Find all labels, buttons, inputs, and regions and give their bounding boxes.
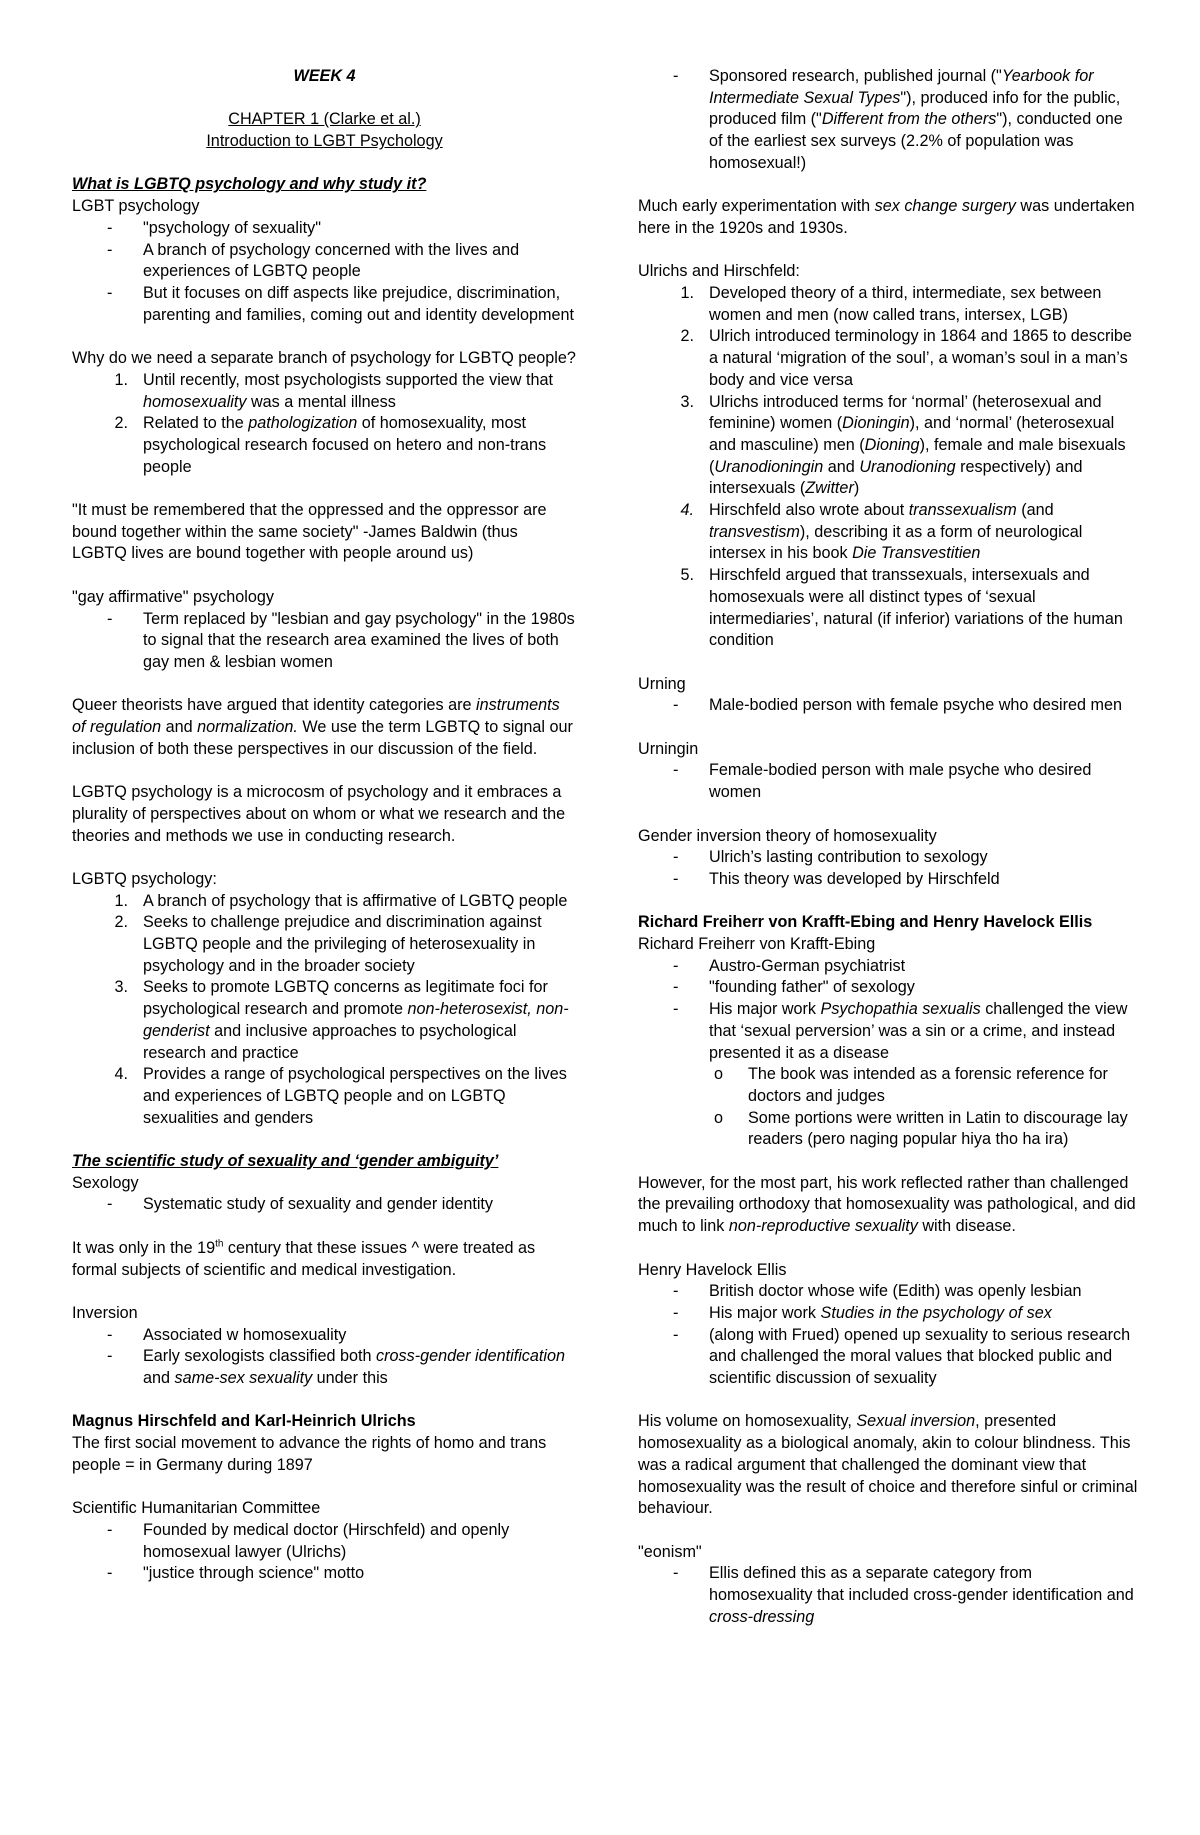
urning-list (638, 695, 1138, 717)
queer-theorists-paragraph: Queer theorists have argued that identity categories are instruments of regulation and normalization. We use the term LGBTQ to signal our inclusion of both these perspectives in our discussion of the field. (72, 696, 573, 758)
list-item: - Sponsored research, published journal ("Yearbook for Intermediate Sexual Types"), produced info for the public, produced film ("Different from the others"), conducted one of the earliest sex surveys (2.2% of population was homosexual!) (638, 66, 1138, 175)
urningin-list (638, 760, 1138, 803)
shc-list (72, 1520, 577, 1585)
magnus-heading: Magnus Hirschfeld and Karl-Heinrich Ulrichs (72, 1412, 416, 1431)
list-item: 4. Provides a range of psychological perspectives on the lives and experiences of LGBTQ people and on LGBTQ sexualities and genders (114, 1065, 567, 1127)
list-item: 2. Ulrich introduced terminology in 1864 and 1865 to describe a natural ‘migration of the soul’, a woman’s soul in a man’s body and vice versa (680, 327, 1132, 389)
first-movement-paragraph: The first social movement to advance the rights of homo and trans people = in Germany during 1897 (72, 1434, 547, 1474)
lgbt-psychology-list (72, 218, 577, 327)
shc-label: Scientific Humanitarian Committee (72, 1499, 321, 1518)
sexology-list (72, 1194, 577, 1216)
urningin-label: Urningin (638, 739, 699, 758)
urning-label: Urning (638, 674, 686, 693)
list-item: 5. Hirschfeld argued that transsexuals, intersexuals and homosexuals were all distinct types of ‘sexual intermediaries’, natural (if inferior) variations of the human condition (680, 566, 1123, 650)
baldwin-quote: "It must be remembered that the oppressed and the oppressor are bound together within the same society" -James Baldwin (thus LGBTQ lives are bound together with people around us) (72, 501, 547, 563)
list-item: - "psychology of sexuality" (72, 218, 577, 240)
chapter-title: CHAPTER 1 (Clarke et al.) (228, 110, 421, 129)
inversion-label: Inversion (72, 1303, 138, 1322)
ellis-label: Henry Havelock Ellis (638, 1260, 787, 1279)
why-question: Why do we need a separate branch of psychology for LGBTQ people? (72, 349, 576, 368)
list-item: 2. Related to the pathologization of homosexuality, most psychological research focused on hetero and non-trans people (114, 414, 547, 476)
week-title: WEEK 4 (293, 67, 356, 85)
list-item: - Male-bodied person with female psyche who desired men (638, 695, 1138, 717)
list-item: 3. Ulrichs introduced terms for ‘normal’ (heterosexual and feminine) women (Dioningin), and ‘normal’ (heterosexual and masculine) men (Dioning), female and male bisexuals (Uranodioningin and Uranodioning respectively) and intersexuals (Zwitter) (680, 392, 1126, 498)
early-experimentation-paragraph: Much early experimentation with sex change surgery was undertaken here in the 1920s and 1930s. (638, 197, 1135, 237)
gender-inversion-list (638, 847, 1138, 890)
century-paragraph: It was only in the 19th century that these issues ^ were treated as formal subjects of scientific and medical investigation. (72, 1238, 536, 1279)
list-item: - "justice through science" motto (72, 1563, 577, 1585)
section-heading-scientific: The scientific study of sexuality and ‘gender ambiguity’ (72, 1152, 499, 1171)
krafft-ebing-label: Richard Freiherr von Krafft-Ebing (638, 935, 876, 954)
list-item: 2. Seeks to challenge prejudice and discrimination against LGBTQ people and the privileging of heterosexuality in psychology and in the broader society (114, 913, 542, 975)
sexology-label: Sexology (72, 1173, 139, 1192)
krafft-ebing-ellis-heading: Richard Freiherr von Krafft-Ebing and Henry Havelock Ellis (638, 913, 1093, 932)
ulrichs-hirschfeld-label: Ulrichs and Hirschfeld: (638, 262, 800, 281)
list-item: - Ulrich’s lasting contribution to sexology (638, 847, 1138, 869)
list-item: - Female-bodied person with male psyche who desired women (638, 760, 1138, 803)
lgbtq-psychology-label: LGBTQ psychology: (72, 869, 217, 888)
gay-affirmative-list (72, 609, 577, 674)
list-item: 1. Until recently, most psychologists supported the view that homosexuality was a mental illness (114, 370, 553, 411)
list-item: - Early sexologists classified both cross-gender identification and same-sex sexuality under this (72, 1346, 577, 1389)
list-item: o Some portions were written in Latin to discourage lay readers (pero naging popular hiya tho ha ira) (638, 1108, 1138, 1151)
list-item: - British doctor whose wife (Edith) was openly lesbian (638, 1281, 1138, 1303)
list-item: 1. A branch of psychology that is affirmative of LGBTQ people (114, 891, 568, 910)
list-item: 1. Developed theory of a third, intermediate, sex between women and men (now called trans, intersex, LGB) (680, 284, 1102, 324)
list-item: - This theory was developed by Hirschfeld (638, 869, 1138, 891)
eonism-label: "eonism" (638, 1542, 702, 1561)
list-item: - Founded by medical doctor (Hirschfeld) and openly homosexual lawyer (Ulrichs) (72, 1520, 577, 1563)
inversion-list (72, 1325, 577, 1390)
right-column (638, 66, 1138, 1628)
krafft-ebing-sublist (638, 1064, 1138, 1151)
however-paragraph: However, for the most part, his work reflected rather than challenged the prevailing orthodoxy that homosexuality was pathological, and did much to link non-reproductive sexuality with disease. (638, 1173, 1136, 1236)
microcosm-paragraph: LGBTQ psychology is a microcosm of psychology and it embraces a plurality of perspectives about on whom or what we research and the theories and methods we use in conducting research. (72, 783, 566, 845)
list-item: - (along with Frued) opened up sexuality to serious research and challenged the moral values that blocked public and scientific discussion of sexuality (638, 1325, 1138, 1390)
list-item: - Ellis defined this as a separate category from homosexuality that included cross-gender identification and cross-dressing (638, 1563, 1138, 1628)
list-item: - Systematic study of sexuality and gender identity (72, 1194, 577, 1216)
lgbt-psychology-label: LGBT psychology (72, 197, 200, 216)
list-item: - Austro-German psychiatrist (638, 956, 1138, 978)
ellis-list (638, 1281, 1138, 1390)
gender-inversion-label: Gender inversion theory of homosexuality (638, 826, 937, 845)
list-item: - Associated w homosexuality (72, 1325, 577, 1347)
shc-continued-list (638, 66, 1138, 175)
lgbtq-psychology-list (72, 891, 577, 1130)
list-item: - A branch of psychology concerned with the lives and experiences of LGBTQ people (72, 240, 577, 283)
list-item: - Term replaced by "lesbian and gay psychology" in the 1980s to signal that the research area examined the lives of both gay men & lesbian women (72, 609, 577, 674)
list-item: - But it focuses on diff aspects like prejudice, discrimination, parenting and families, coming out and identity development (72, 283, 577, 326)
sexual-inversion-paragraph: His volume on homosexuality, Sexual inversion, presented homosexuality as a biological anomaly, akin to colour blindness. This was a radical argument that challenged the dominant view that homosexuality was the result of choice and therefore sinful or criminal behaviour. (638, 1412, 1138, 1518)
krafft-ebing-list (638, 956, 1138, 1065)
list-item: 3. Seeks to promote LGBTQ concerns as legitimate foci for psychological research and promote non-heterosexist, non-genderist and inclusive approaches to psychological research and practice (114, 978, 569, 1062)
list-item: - "founding father" of sexology (638, 977, 1138, 999)
list-item: o The book was intended as a forensic reference for doctors and judges (638, 1064, 1138, 1107)
list-item: - His major work Studies in the psychology of sex (638, 1303, 1138, 1325)
eonism-list (638, 1563, 1138, 1628)
gay-affirmative-label: "gay affirmative" psychology (72, 587, 274, 606)
list-item: 4. Hirschfeld also wrote about transsexualism (and transvestism), describing it as a form of neurological intersex in his book Die Transvestitien (680, 501, 1083, 563)
chapter-subtitle: Introduction to LGBT Psychology (206, 132, 443, 151)
ulrichs-hirschfeld-list (638, 283, 1138, 652)
section-heading-what: What is LGBTQ psychology and why study it? (72, 175, 427, 194)
list-item: - His major work Psychopathia sexualis challenged the view that ‘sexual perversion’ was a sin or a crime, and instead presented it as a disease (638, 999, 1138, 1064)
left-column (72, 66, 577, 1585)
why-list (72, 370, 577, 479)
